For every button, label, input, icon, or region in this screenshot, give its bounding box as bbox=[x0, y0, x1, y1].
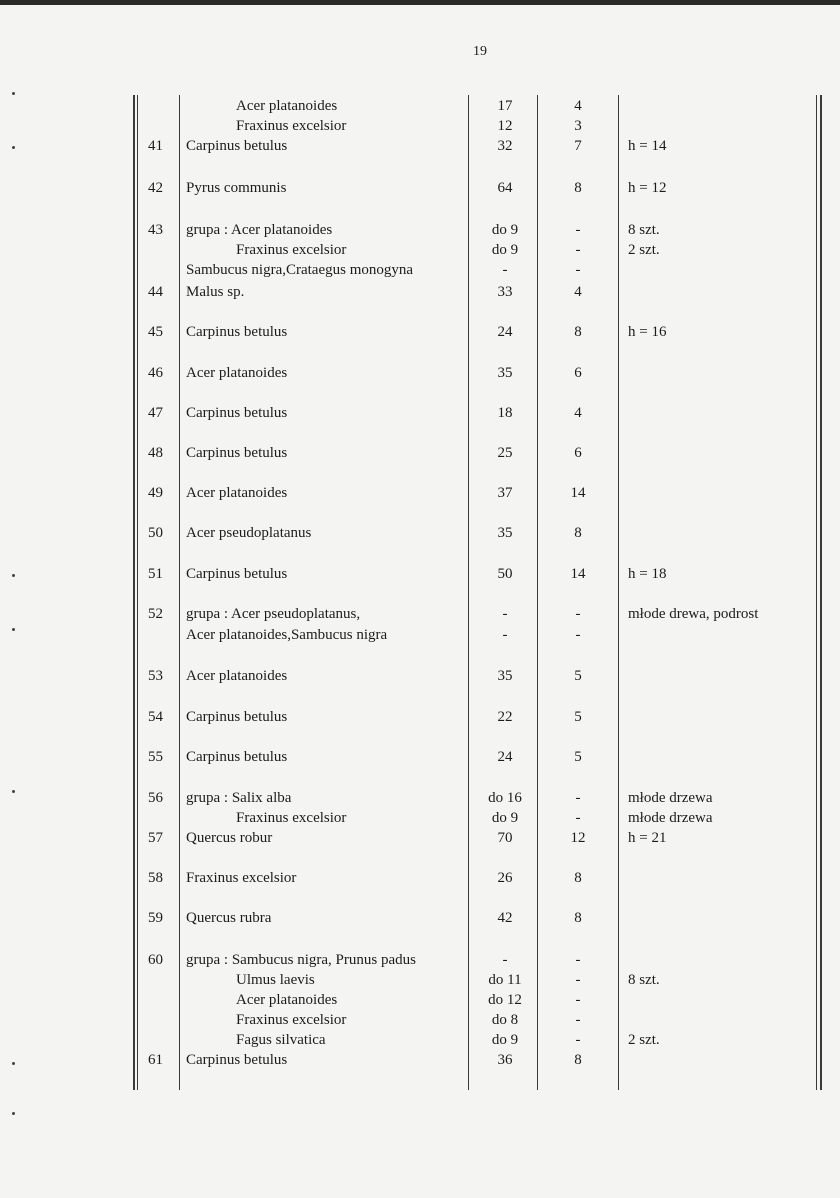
species-name: Acer platanoides bbox=[236, 98, 338, 114]
species-name: Fraxinus excelsior bbox=[236, 810, 347, 826]
species-name: Carpinus betulus bbox=[186, 749, 288, 765]
species-name: Acer platanoides bbox=[186, 668, 288, 684]
crown-value: - bbox=[575, 262, 581, 278]
species-name: Acer platanoides bbox=[236, 992, 338, 1008]
scan-speck bbox=[12, 574, 15, 577]
species-name: Fraxinus excelsior bbox=[186, 870, 297, 886]
trunk-value: 64 bbox=[497, 180, 513, 196]
crown-value: - bbox=[575, 1012, 581, 1028]
remark: młode drewa, podrost bbox=[628, 606, 759, 622]
crown-value: - bbox=[575, 1032, 581, 1048]
crown-value: 14 bbox=[570, 566, 586, 582]
tree-number: 59 bbox=[148, 910, 163, 926]
remark: 2 szt. bbox=[628, 1032, 660, 1048]
crown-value: - bbox=[575, 790, 581, 806]
table-border-right bbox=[816, 95, 817, 1090]
species-name: Carpinus betulus bbox=[186, 445, 288, 461]
trunk-value: do 9 bbox=[491, 810, 519, 826]
crown-value: 6 bbox=[574, 445, 582, 461]
trunk-value: 35 bbox=[497, 668, 513, 684]
trunk-value: 37 bbox=[497, 485, 513, 501]
species-name: Carpinus betulus bbox=[186, 566, 288, 582]
species-name: Acer platanoides,Sambucus nigra bbox=[186, 627, 388, 643]
column-divider-2 bbox=[468, 95, 469, 1090]
remark: h = 18 bbox=[628, 566, 667, 582]
species-name: Carpinus betulus bbox=[186, 324, 288, 340]
tree-number: 50 bbox=[148, 525, 163, 541]
crown-value: 3 bbox=[574, 118, 582, 134]
crown-value: 6 bbox=[574, 365, 582, 381]
tree-number: 56 bbox=[148, 790, 163, 806]
table-border-left bbox=[133, 95, 135, 1090]
trunk-value: 24 bbox=[497, 324, 513, 340]
crown-value: 8 bbox=[574, 324, 582, 340]
species-name: grupa : Sambucus nigra, Prunus padus bbox=[186, 952, 416, 968]
trunk-value: 42 bbox=[497, 910, 513, 926]
species-name: Quercus rubra bbox=[186, 910, 272, 926]
trunk-value: do 16 bbox=[488, 790, 522, 806]
crown-value: 8 bbox=[574, 180, 582, 196]
tree-number: 55 bbox=[148, 749, 163, 765]
remark: h = 12 bbox=[628, 180, 667, 196]
trunk-value: do 9 bbox=[491, 1032, 519, 1048]
trunk-value: 32 bbox=[497, 138, 513, 154]
species-name: Quercus robur bbox=[186, 830, 273, 846]
remark: h = 21 bbox=[628, 830, 667, 846]
scan-speck bbox=[12, 1112, 15, 1115]
species-name: Acer platanoides bbox=[186, 365, 288, 381]
scan-speck bbox=[12, 92, 15, 95]
trunk-value: 22 bbox=[497, 709, 513, 725]
crown-value: 7 bbox=[574, 138, 582, 154]
species-name: Carpinus betulus bbox=[186, 138, 288, 154]
tree-number: 46 bbox=[148, 365, 163, 381]
species-name: Fagus silvatica bbox=[236, 1032, 326, 1048]
table-border-right-outer bbox=[820, 95, 822, 1090]
scan-speck bbox=[12, 146, 15, 149]
species-name: Carpinus betulus bbox=[186, 1052, 288, 1068]
remark: h = 14 bbox=[628, 138, 667, 154]
remark: 8 szt. bbox=[628, 222, 660, 238]
tree-number: 57 bbox=[148, 830, 163, 846]
remark: 2 szt. bbox=[628, 242, 660, 258]
tree-number: 52 bbox=[148, 606, 163, 622]
trunk-value: do 9 bbox=[491, 222, 519, 238]
trunk-value: do 11 bbox=[488, 972, 522, 988]
crown-value: 8 bbox=[574, 525, 582, 541]
crown-value: 8 bbox=[574, 910, 582, 926]
tree-number: 43 bbox=[148, 222, 163, 238]
crown-value: 5 bbox=[574, 709, 582, 725]
crown-value: 5 bbox=[574, 749, 582, 765]
trunk-value: 24 bbox=[497, 749, 513, 765]
tree-number: 58 bbox=[148, 870, 163, 886]
tree-number: 41 bbox=[148, 138, 163, 154]
tree-number: 49 bbox=[148, 485, 163, 501]
species-name: Ulmus laevis bbox=[236, 972, 315, 988]
scan-edge bbox=[0, 0, 840, 5]
trunk-value: 12 bbox=[497, 118, 513, 134]
species-name: Sambucus nigra,Crataegus monogyna bbox=[186, 262, 414, 278]
crown-value: 4 bbox=[574, 405, 582, 421]
trunk-value: do 12 bbox=[488, 992, 522, 1008]
tree-number: 45 bbox=[148, 324, 163, 340]
column-divider-4 bbox=[618, 95, 619, 1090]
crown-value: 4 bbox=[574, 284, 582, 300]
crown-value: - bbox=[575, 810, 581, 826]
scan-speck bbox=[12, 1062, 15, 1065]
trunk-value: - bbox=[502, 606, 508, 622]
remark: młode drzewa bbox=[628, 810, 713, 826]
species-name: Malus sp. bbox=[186, 284, 245, 300]
trunk-value: 35 bbox=[497, 525, 513, 541]
remark: 8 szt. bbox=[628, 972, 660, 988]
crown-value: - bbox=[575, 952, 581, 968]
remark: młode drzewa bbox=[628, 790, 713, 806]
crown-value: 8 bbox=[574, 870, 582, 886]
tree-number: 51 bbox=[148, 566, 163, 582]
table-border-left-inner bbox=[137, 95, 138, 1090]
trunk-value: do 9 bbox=[491, 242, 519, 258]
tree-number: 54 bbox=[148, 709, 163, 725]
crown-value: - bbox=[575, 242, 581, 258]
trunk-value: 17 bbox=[497, 98, 513, 114]
crown-value: - bbox=[575, 627, 581, 643]
species-name: Carpinus betulus bbox=[186, 405, 288, 421]
page-number: 19 bbox=[473, 44, 487, 59]
trunk-value: 36 bbox=[497, 1052, 513, 1068]
crown-value: - bbox=[575, 992, 581, 1008]
tree-number: 44 bbox=[148, 284, 163, 300]
species-name: Fraxinus excelsior bbox=[236, 118, 347, 134]
trunk-value: - bbox=[502, 627, 508, 643]
tree-number: 60 bbox=[148, 952, 163, 968]
crown-value: - bbox=[575, 972, 581, 988]
species-name: grupa : Acer pseudoplatanus, bbox=[186, 606, 361, 622]
tree-number: 47 bbox=[148, 405, 163, 421]
tree-number: 48 bbox=[148, 445, 163, 461]
tree-number: 53 bbox=[148, 668, 163, 684]
crown-value: 8 bbox=[574, 1052, 582, 1068]
species-name: Carpinus betulus bbox=[186, 709, 288, 725]
trunk-value: - bbox=[502, 262, 508, 278]
trunk-value: 35 bbox=[497, 365, 513, 381]
trunk-value: 18 bbox=[497, 405, 513, 421]
crown-value: 12 bbox=[570, 830, 586, 846]
column-divider-1 bbox=[179, 95, 180, 1090]
scan-speck bbox=[12, 790, 15, 793]
species-name: grupa : Acer platanoides bbox=[186, 222, 333, 238]
crown-value: 5 bbox=[574, 668, 582, 684]
crown-value: 4 bbox=[574, 98, 582, 114]
species-name: Acer pseudoplatanus bbox=[186, 525, 312, 541]
trunk-value: do 8 bbox=[491, 1012, 519, 1028]
tree-number: 61 bbox=[148, 1052, 163, 1068]
trunk-value: 70 bbox=[497, 830, 513, 846]
remark: h = 16 bbox=[628, 324, 667, 340]
trunk-value: 25 bbox=[497, 445, 513, 461]
trunk-value: 33 bbox=[497, 284, 513, 300]
scan-speck bbox=[12, 628, 15, 631]
crown-value: 14 bbox=[570, 485, 586, 501]
species-name: Fraxinus excelsior bbox=[236, 242, 347, 258]
species-name: grupa : Salix alba bbox=[186, 790, 292, 806]
tree-number: 42 bbox=[148, 180, 163, 196]
trunk-value: 50 bbox=[497, 566, 513, 582]
species-name: Pyrus communis bbox=[186, 180, 287, 196]
species-name: Acer platanoides bbox=[186, 485, 288, 501]
crown-value: - bbox=[575, 606, 581, 622]
crown-value: - bbox=[575, 222, 581, 238]
trunk-value: 26 bbox=[497, 870, 513, 886]
trunk-value: - bbox=[502, 952, 508, 968]
species-name: Fraxinus excelsior bbox=[236, 1012, 347, 1028]
